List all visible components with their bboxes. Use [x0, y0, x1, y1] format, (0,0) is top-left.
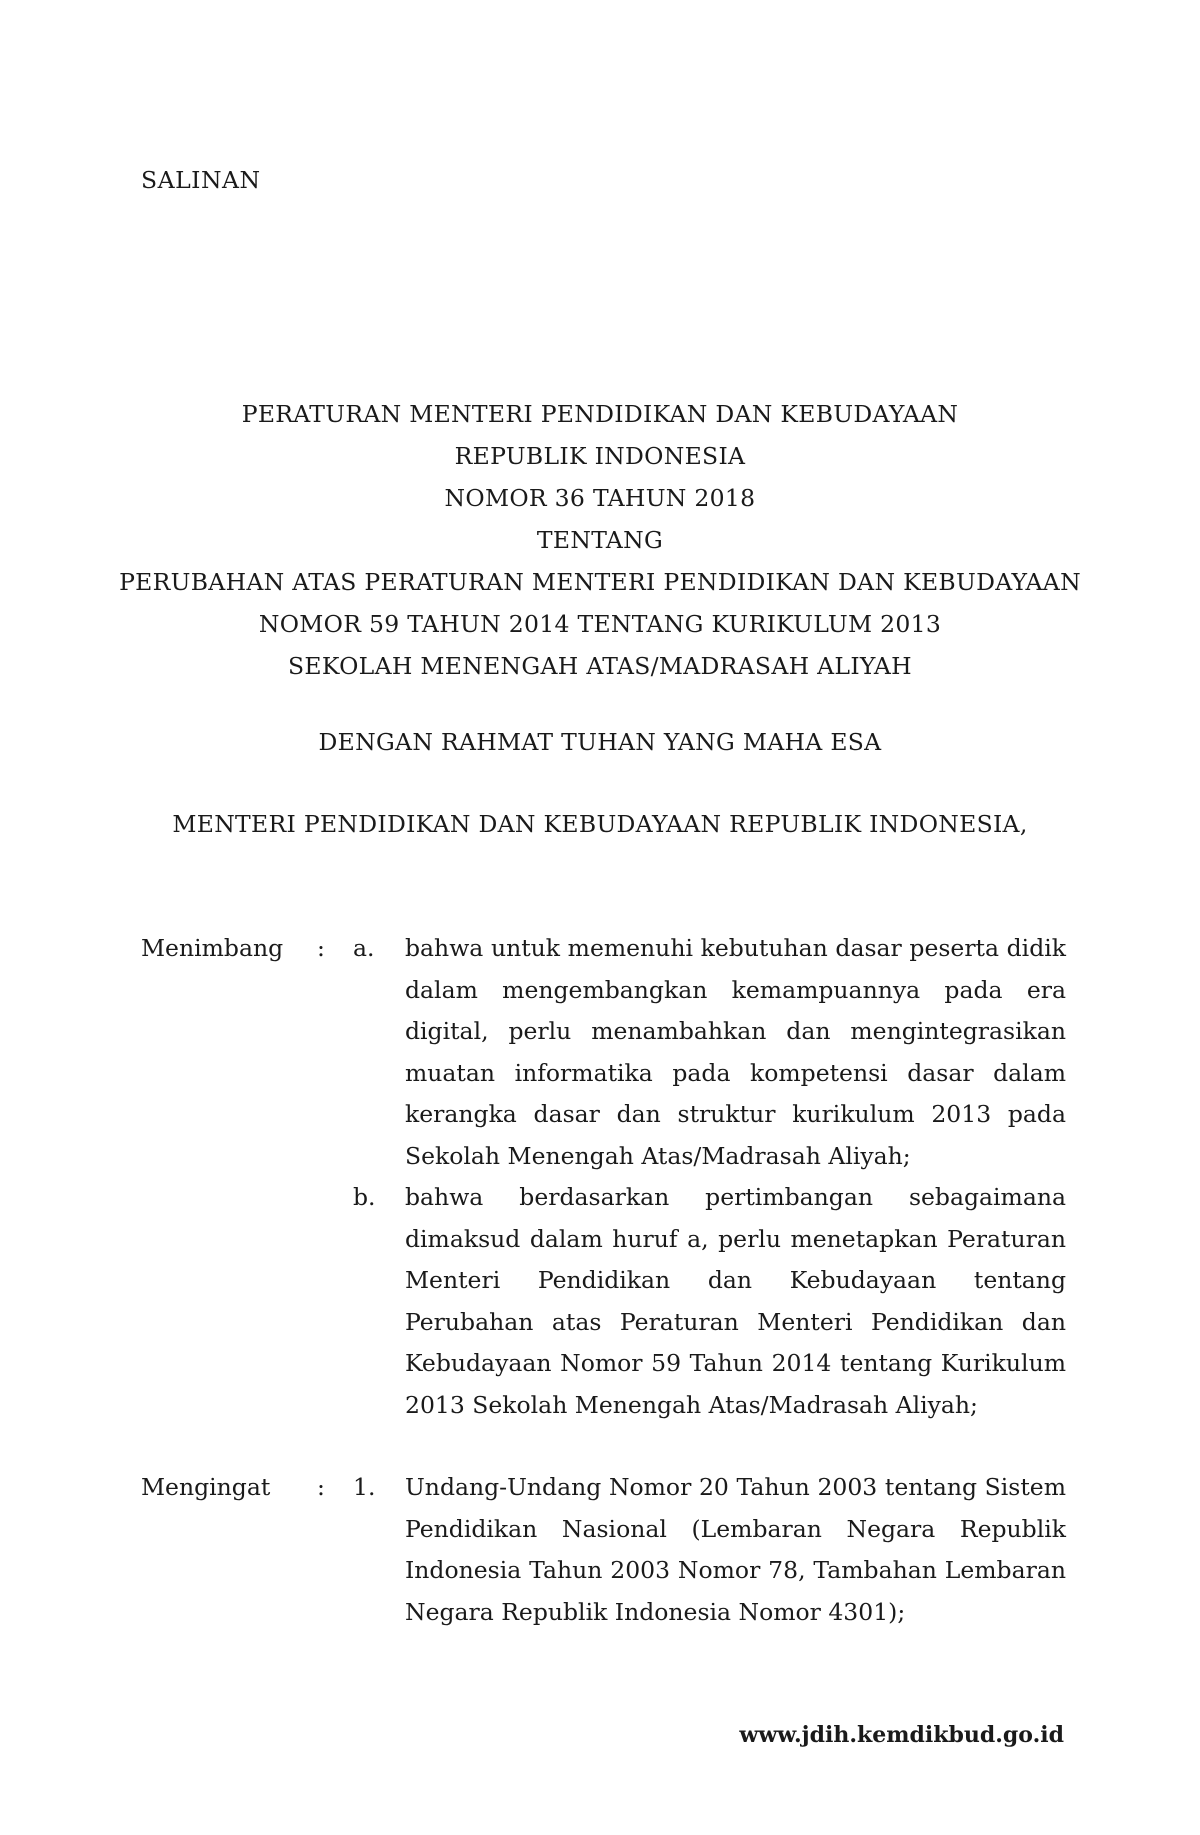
title-line: PERATURAN MENTERI PENDIDIKAN DAN KEBUDAYAAN — [241, 400, 959, 428]
title-line: PERUBAHAN ATAS PERATURAN MENTERI PENDIDIKAN DAN KEBUDAYAAN — [119, 568, 1081, 596]
colon: : — [317, 934, 325, 962]
title-line: REPUBLIK INDONESIA — [454, 442, 746, 470]
minister-line: MENTERI PENDIDIKAN DAN KEBUDAYAAN REPUBLIK INDONESIA, — [172, 810, 1028, 838]
colon: : — [317, 1473, 325, 1501]
invocation-line: DENGAN RAHMAT TUHAN YANG MAHA ESA — [318, 728, 882, 756]
item-text: bahwa berdasarkan pertimbangan sebagaimana dimaksud dalam huruf a, perlu menetapkan Peraturan Menteri Pendidikan dan Kebudayaan tentang Perubahan atas Peraturan Menteri Pendidikan dan Kebudayaan Nomor 59 Tahun 2014 tentang Kurikulum 2013 Sekolah Menengah Atas/Madrasah Aliyah; — [405, 1183, 1066, 1419]
title-line: SEKOLAH MENENGAH ATAS/MADRASAH ALIYAH — [288, 652, 912, 680]
menimbang-label: Menimbang — [141, 934, 284, 962]
menimbang-section — [141, 928, 1066, 1426]
title-line: TENTANG — [536, 526, 664, 554]
item-marker: a. — [353, 934, 375, 962]
item-marker: b. — [353, 1183, 376, 1211]
mengingat-item — [141, 1467, 1066, 1633]
salinan-label: SALINAN — [141, 166, 261, 194]
menimbang-item — [141, 1177, 1066, 1426]
item-marker: 1. — [353, 1473, 376, 1501]
mengingat-label: Mengingat — [141, 1473, 271, 1501]
item-text: Undang-Undang Nomor 20 Tahun 2003 tentang Sistem Pendidikan Nasional (Lembaran Negara Republik Indonesia Tahun 2003 Nomor 78, Tambahan Lembaran Negara Republik Indonesia Nomor 4301); — [405, 1473, 1066, 1626]
website-link[interactable]: www.jdih.kemdikbud.go.id — [739, 1722, 1064, 1748]
regulation-title — [0, 393, 1200, 687]
title-line: NOMOR 59 TAHUN 2014 TENTANG KURIKULUM 2013 — [258, 610, 942, 638]
title-line: NOMOR 36 TAHUN 2018 — [444, 484, 756, 512]
menimbang-item — [141, 928, 1066, 1177]
item-text: bahwa untuk memenuhi kebutuhan dasar peserta didik dalam mengembangkan kemampuannya pada era digital, perlu menambahkan dan mengintegrasikan muatan informatika pada kompetensi dasar dalam kerangka dasar dan struktur kurikulum 2013 pada Sekolah Menengah Atas/Madrasah Aliyah; — [405, 934, 1066, 1170]
mengingat-section — [141, 1467, 1066, 1633]
